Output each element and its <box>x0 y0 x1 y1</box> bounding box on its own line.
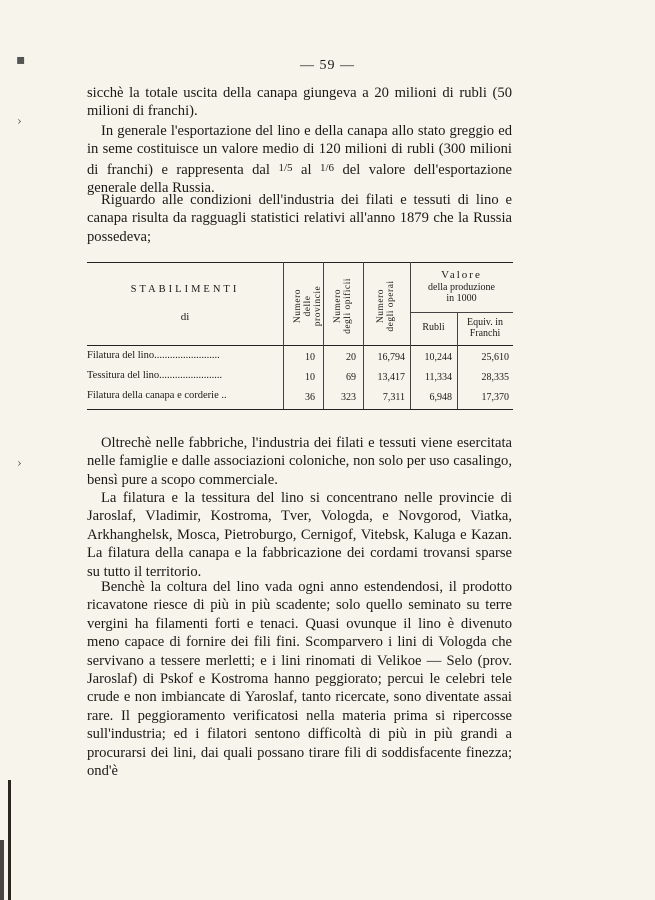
header-valore-sub1: della produzione <box>428 282 495 293</box>
header-stabilimenti: STABILIMENTI <box>130 284 240 295</box>
paragraph-6-text: Benchè la coltura del lino vada ogni anno estendendosi, il prodotto ricavatone riesce di più in più scadente; solo quello seminato su terre vergini ha filamenti forti e tenaci. Quasi ovunque il lino è divenuto meno capace di fornire dei fili fini. Scomparvero i lini di Vologda che servivano a tessere merletti; e i lini rinomati di Velikoe — Selo (prov. Jaroslaf) di Pskof e Kostroma hanno peggiorato; percui le celebri tele crude e non imbiancate di Yaroslaf, tanto ricercate, sono diventate assai rare. Il peggioramento verificatosi nella materia prima si ripercosse sull'industria; ed i filatori sentono difficoltà di più in più grandi a procurarsi dei lini, dai quali possano tirare fili di soddisfacente finezza; ond'è <box>87 579 512 780</box>
table-row-2-franchi: 28,335 <box>481 372 509 383</box>
table-row-1-provincie: 10 <box>305 352 315 363</box>
margin-dot-mark: ▪ <box>16 52 26 68</box>
header-di: di <box>180 311 190 323</box>
header-num-opifici-l2: degli opificii <box>343 278 353 334</box>
table-row-2-provincie: 10 <box>305 372 315 383</box>
header-franchi-l2: Franchi <box>469 328 501 339</box>
paragraph-6 <box>87 578 512 780</box>
header-num-opifici <box>333 268 353 344</box>
table-row-1-label: Filatura del lino......................... <box>87 350 220 361</box>
fraction-one-sixth: 1/6 <box>319 161 335 174</box>
paragraph-2-text-a: In generale l'esportazione del lino e della canapa allo stato greggio ed in seme costituisce un valore medio di 120 milioni di rubli (300 milioni di franchi) e rappresenta dal <box>87 123 512 178</box>
page-number: — 59 — <box>300 58 355 73</box>
paragraph-5 <box>87 489 512 581</box>
statistics-table <box>87 262 513 412</box>
table-divider <box>323 262 324 409</box>
paragraph-4-text: Oltrechè nelle fabbriche, l'industria dei filati e tessuti viene esercitata nelle famiglie e dalle associazioni coloniche, non solo per uso casalingo, bensì pure a scopo commerciale. <box>87 435 512 488</box>
fraction-one-fifth: 1/5 <box>278 161 293 174</box>
table-divider <box>410 312 513 313</box>
header-num-opifici-l1: Numero <box>333 288 343 324</box>
header-num-operai-l2: degli operai <box>386 280 396 332</box>
table-row-1-rubli: 10,244 <box>424 352 452 363</box>
table-row-3-opifici: 323 <box>341 392 356 403</box>
table-row-3-franchi: 17,370 <box>481 392 509 403</box>
table-row-3-operai: 7,311 <box>382 392 405 403</box>
paragraph-1-text: sicchè la totale uscita della canapa giungeva a 20 milioni di rubli (50 milioni di franchi). <box>87 85 512 120</box>
table-row-3-rubli: 6,948 <box>429 392 452 403</box>
table-row-3-label: Filatura della canapa e corderie .. <box>87 390 227 401</box>
table-top-rule <box>87 262 513 263</box>
paragraph-2 <box>87 122 512 198</box>
table-row-2-opifici: 69 <box>346 372 356 383</box>
header-num-operai-l1: Numero <box>376 288 386 324</box>
paragraph-1 <box>87 84 512 121</box>
paragraph-2-text-b: al <box>292 161 320 178</box>
paragraph-3 <box>87 191 512 246</box>
header-num-provincie-l2: delle <box>303 295 313 317</box>
table-row-1-opifici: 20 <box>346 352 356 363</box>
paragraph-2-text-c: del valore dell'esportazione generale della Russia. <box>87 161 512 197</box>
header-num-provincie-l1: Numero <box>293 288 303 324</box>
table-divider <box>363 262 364 409</box>
binding-edge-shadow <box>8 780 11 900</box>
header-valore: Valore <box>441 269 482 281</box>
header-num-provincie-l3: provincie <box>313 285 323 327</box>
binding-edge-shadow <box>0 840 4 900</box>
table-divider <box>283 262 284 409</box>
margin-tick-mark: › <box>17 114 22 128</box>
header-num-provincie <box>293 268 323 344</box>
header-rubli: Rubli <box>422 322 445 333</box>
header-num-operai <box>376 268 396 344</box>
table-row-2-rubli: 11,334 <box>424 372 452 383</box>
paragraph-4 <box>87 434 512 489</box>
table-row-3-provincie: 36 <box>305 392 315 403</box>
table-row-1-franchi: 25,610 <box>481 352 509 363</box>
header-valore-sub2: in 1000 <box>446 293 477 304</box>
margin-tick-mark: › <box>17 456 22 470</box>
table-row-2-label: Tessitura del lino........................ <box>87 370 223 381</box>
table-row-1-operai: 16,794 <box>377 352 405 363</box>
table-bottom-rule <box>87 409 513 410</box>
header-franchi-l1: Equiv. in <box>466 317 503 328</box>
paragraph-5-text: La filatura e la tessitura del lino si concentrano nelle provincie di Jaroslaf, Vladimir, Kostroma, Tver, Vologda, e Novgorod, Viatka, Arkhanghelsk, Mosca, Pietroburgo, Cernigof, Vitebsk, Kaluga e Kazan. La filatura della canapa e la fabbricazione dei cordami trovansi sparse su tutto il territorio. <box>87 490 512 580</box>
table-header-rule <box>87 345 513 346</box>
paragraph-3-text: Riguardo alle condizioni dell'industria dei filati e tessuti di lino e canapa risulta da ragguagli statistici relativi all'anno 1879 che la Russia possedeva; <box>87 192 512 245</box>
table-row-2-operai: 13,417 <box>377 372 405 383</box>
